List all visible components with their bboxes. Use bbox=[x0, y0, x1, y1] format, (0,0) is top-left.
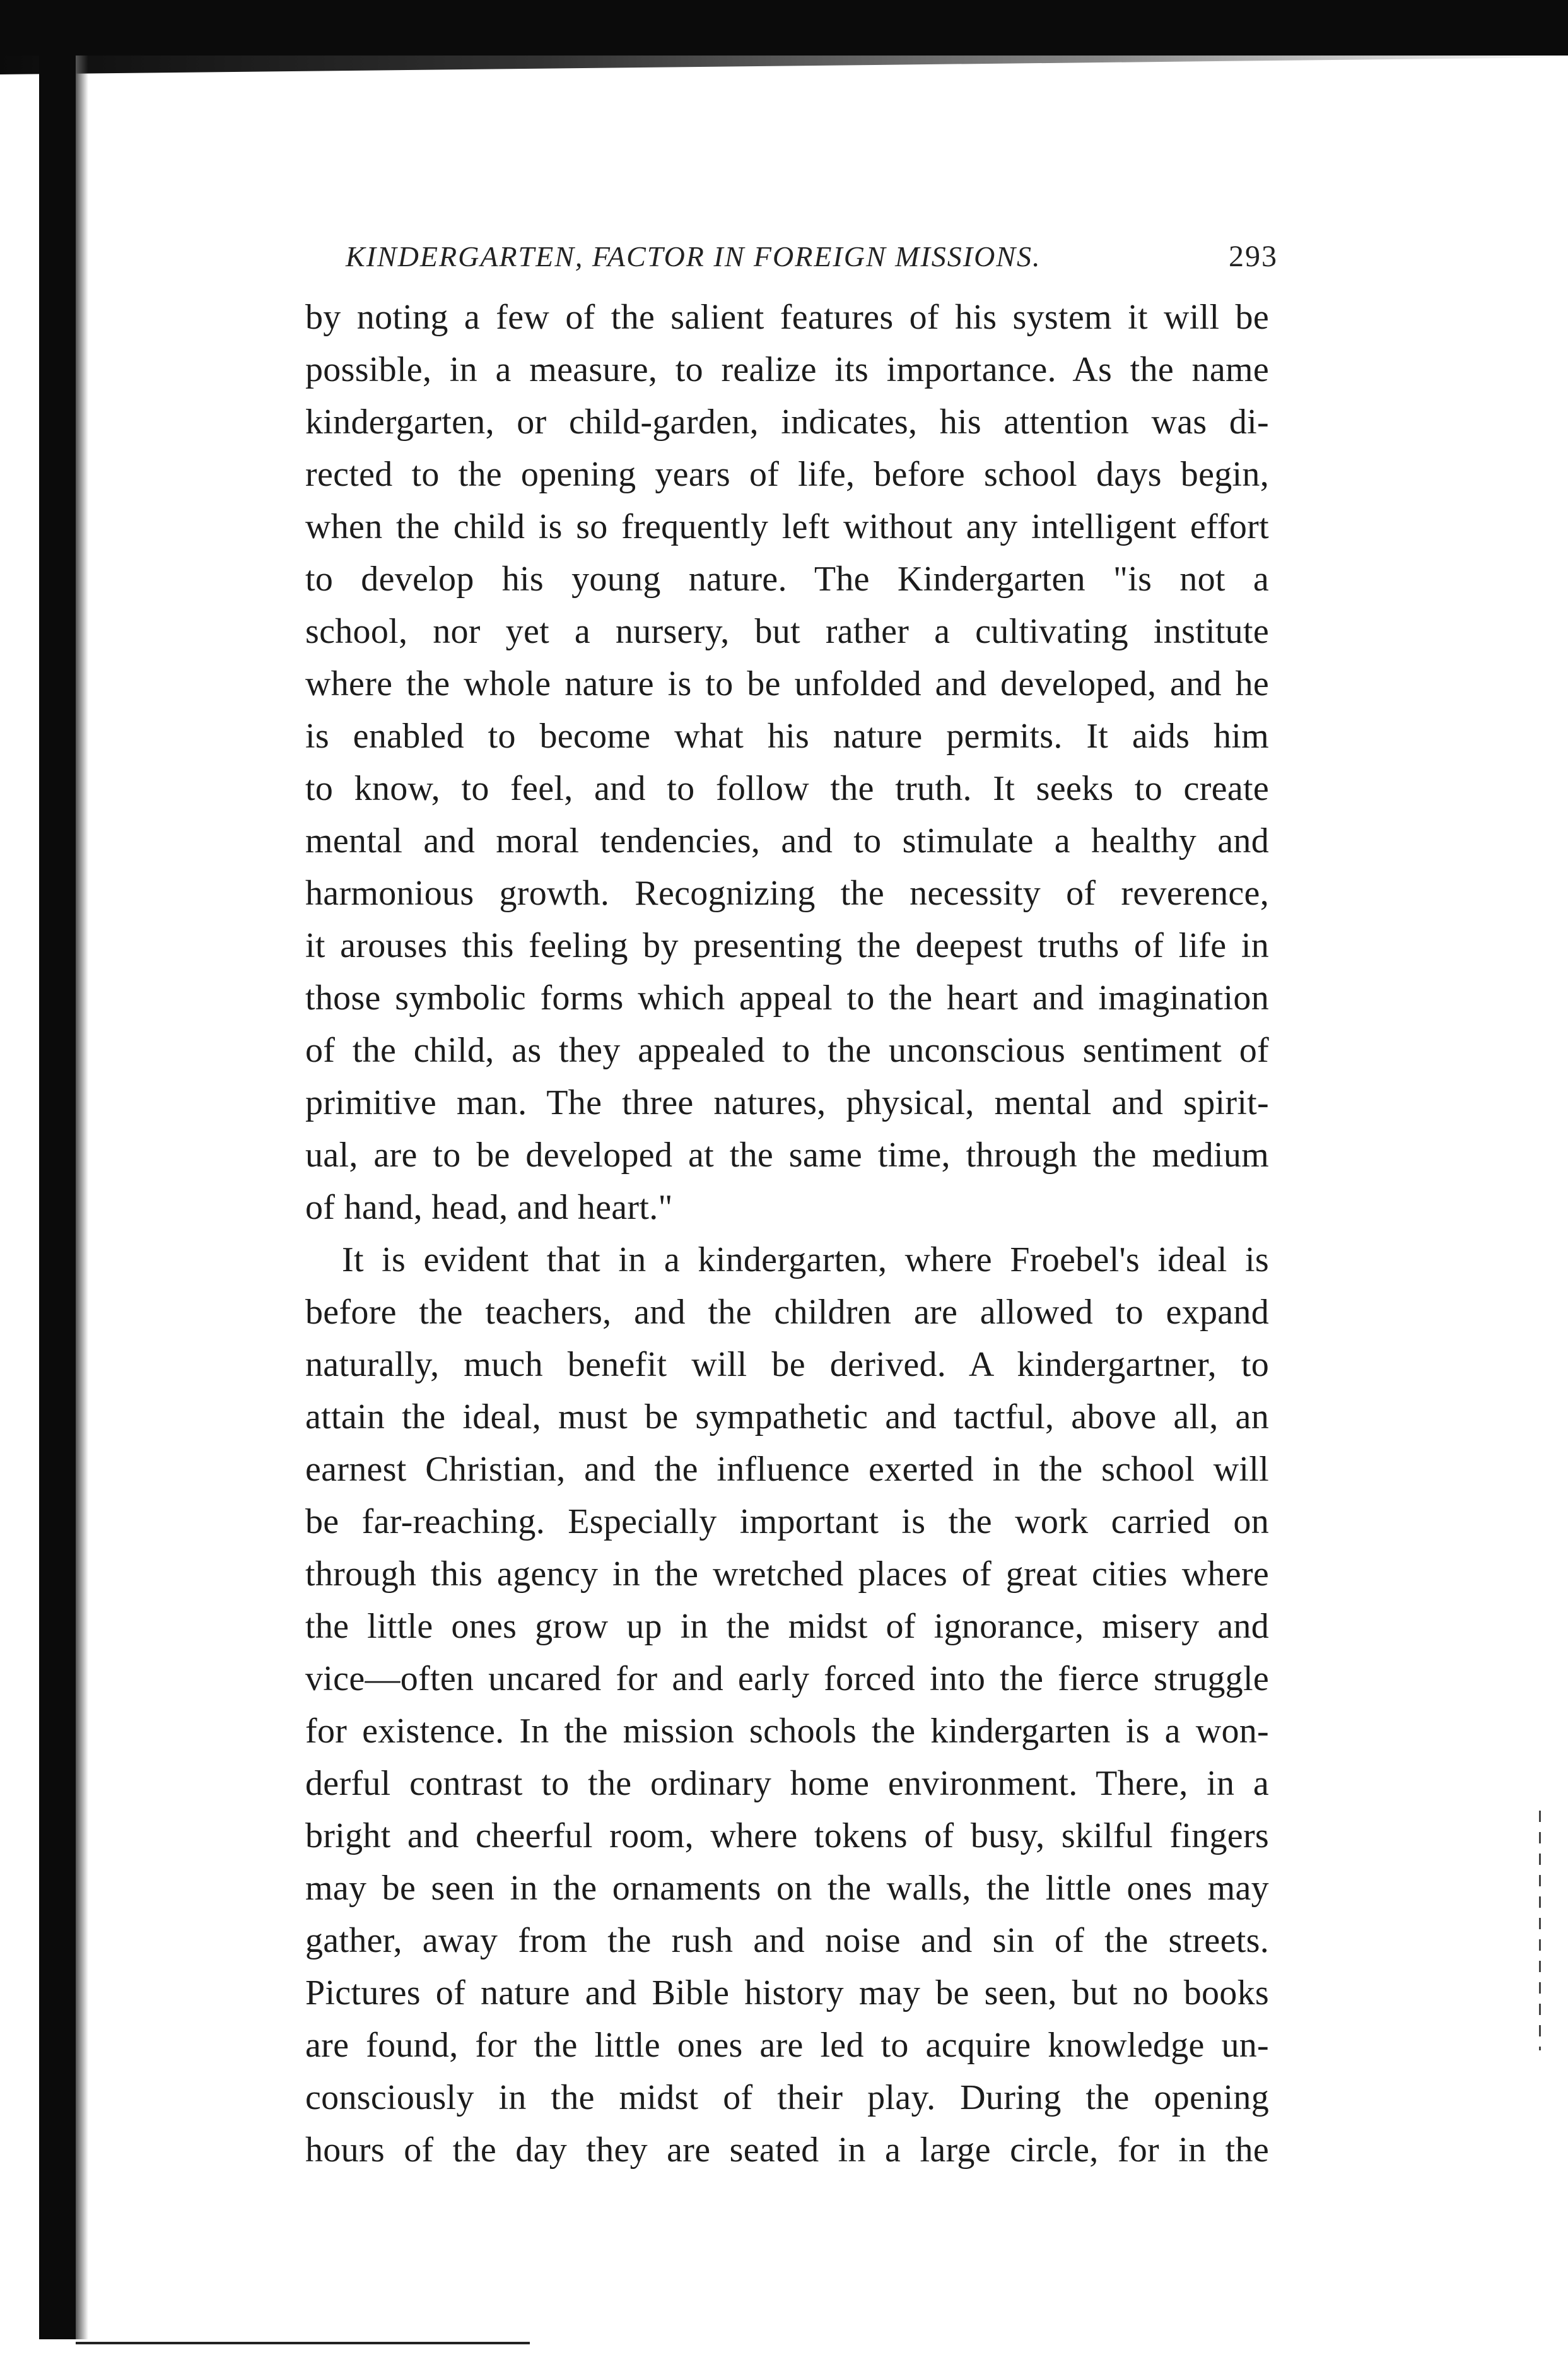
text-line: gather, away from the rush and noise and sin of the streets. bbox=[305, 1921, 1269, 1960]
text-line: earnest Christian, and the influence exerted in the school will bbox=[305, 1450, 1269, 1489]
scan-top-border bbox=[0, 0, 1568, 56]
text-line: to know, to feel, and to follow the truth. It seeks to create bbox=[305, 769, 1269, 808]
scan-top-border-edge bbox=[0, 56, 1568, 74]
text-line: bright and cheerful room, where tokens of busy, skilful fingers bbox=[305, 1816, 1269, 1855]
text-line: to develop his young nature. The Kindergarten "is not a bbox=[305, 560, 1269, 599]
paragraph bbox=[305, 1234, 1269, 2177]
text-line: harmonious growth. Recognizing the necessity of reverence, bbox=[305, 874, 1269, 913]
text-line: through this agency in the wretched places of great cities where bbox=[305, 1554, 1269, 1594]
text-line: the little ones grow up in the midst of ignorance, misery and bbox=[305, 1607, 1269, 1646]
text-line: where the whole nature is to be unfolded and developed, and he bbox=[305, 664, 1269, 703]
body-text bbox=[305, 291, 1269, 2177]
text-line: vice—often uncared for and early forced into the fierce struggle bbox=[305, 1659, 1269, 1698]
text-line: is enabled to become what his nature permits. It aids him bbox=[305, 717, 1269, 756]
text-line: when the child is so frequently left without any intelligent effort bbox=[305, 507, 1269, 546]
text-line: rected to the opening years of life, before school days begin, bbox=[305, 455, 1269, 494]
text-line: before the teachers, and the children are allowed to expand bbox=[305, 1293, 1269, 1332]
text-line: it arouses this feeling by presenting the deepest truths of life in bbox=[305, 926, 1269, 965]
text-line: possible, in a measure, to realize its importance. As the name bbox=[305, 350, 1269, 389]
paragraph bbox=[305, 291, 1269, 1234]
text-line: primitive man. The three natures, physical, mental and spirit- bbox=[305, 1083, 1269, 1122]
running-head bbox=[346, 235, 1278, 279]
scan-left-shadow bbox=[76, 56, 88, 2339]
text-line: by noting a few of the salient features of his system it will be bbox=[305, 298, 1269, 337]
text-line: ual, are to be developed at the same time, through the medium bbox=[305, 1136, 1269, 1175]
text-line: those symbolic forms which appeal to the heart and imagination bbox=[305, 978, 1269, 1018]
text-line: attain the ideal, must be sympathetic and tactful, above all, an bbox=[305, 1397, 1269, 1437]
text-line: kindergarten, or child-garden, indicates, his attention was di- bbox=[305, 402, 1269, 442]
text-line: mental and moral tendencies, and to stimulate a healthy and bbox=[305, 821, 1269, 861]
margin-mark bbox=[1539, 1811, 1541, 2050]
text-line: for existence. In the mission schools the kindergarten is a won- bbox=[305, 1712, 1269, 1751]
text-line: school, nor yet a nursery, but rather a cultivating institute bbox=[305, 612, 1269, 651]
text-line: of hand, head, and heart." bbox=[305, 1188, 673, 1227]
text-line: be far-reaching. Especially important is the work carried on bbox=[305, 1502, 1269, 1541]
text-line: are found, for the little ones are led to acquire knowledge un- bbox=[305, 2026, 1269, 2065]
text-line: may be seen in the ornaments on the walls, the little ones may bbox=[305, 1869, 1269, 1908]
scan-left-binding-edge bbox=[39, 56, 76, 2339]
text-line: It is evident that in a kindergarten, where Froebel's ideal is bbox=[342, 1240, 1269, 1279]
text-line: hours of the day they are seated in a large circle, for in the bbox=[305, 2130, 1269, 2170]
text-line: naturally, much benefit will be derived. A kindergartner, to bbox=[305, 1345, 1269, 1384]
scan-bottom-edge bbox=[76, 2342, 530, 2344]
text-line: of the child, as they appealed to the unconscious sentiment of bbox=[305, 1031, 1269, 1070]
text-line: derful contrast to the ordinary home environment. There, in a bbox=[305, 1764, 1269, 1803]
page-number: 293 bbox=[1229, 240, 1278, 273]
text-line: Pictures of nature and Bible history may be seen, but no books bbox=[305, 1973, 1269, 2012]
text-line: consciously in the midst of their play. During the opening bbox=[305, 2078, 1269, 2117]
running-head-title: KINDERGARTEN, FACTOR IN FOREIGN MISSIONS. bbox=[346, 240, 1041, 273]
